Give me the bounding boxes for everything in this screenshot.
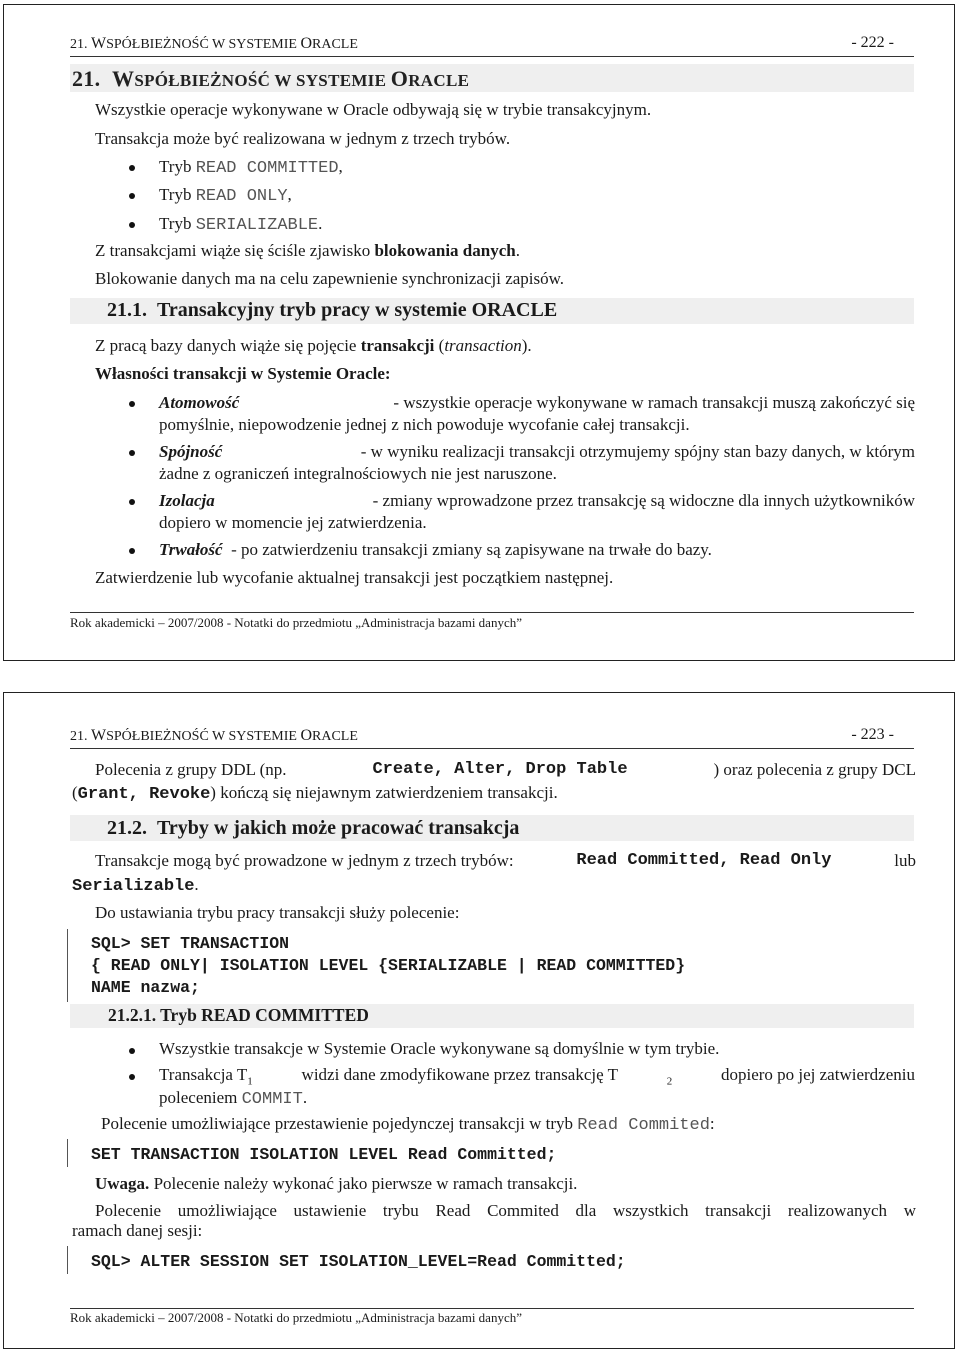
code-margin-bar <box>67 1139 68 1167</box>
bullet-icon <box>129 499 135 505</box>
property-consistency: Spójność - w wyniku realizacji transakcji otrzymujemy spójny stan bazy danych, w którym żadne z ograniczeń integralnościowych nie jest naruszone. <box>159 442 915 483</box>
bullet-icon <box>129 165 135 171</box>
modes-line-2: Serializable. <box>72 875 199 896</box>
footer: Rok akademicki – 2007/2008 - Notatki do przedmiotu „Administracja bazami danych” <box>70 615 522 630</box>
bullet-icon <box>129 193 135 199</box>
mode-item: Tryb READ ONLY, <box>159 185 292 206</box>
locking-line: Z transakcjami wiąże się ściśle zjawisko blokowania danych. <box>95 241 520 260</box>
sql-alter-session: SQL> ALTER SESSION SET ISOLATION_LEVEL=Read Committed; <box>91 1252 626 1271</box>
closing-line: Zatwierdzenie lub wycofanie aktualnej transakcji jest początkiem następnej. <box>95 568 614 587</box>
page-number: - 223 - <box>851 726 894 743</box>
code-margin-bar <box>67 1246 68 1274</box>
modes-line: Transakcje mogą być prowadzone w jednym z trzech trybów: Read Committed, Read Only lub <box>95 851 916 870</box>
mode-item: Tryb READ COMMITTED, <box>159 157 343 178</box>
mode-item: Tryb SERIALIZABLE. <box>159 214 323 235</box>
note-line: Uwaga. Polecenie należy wykonać jako pierwsze w ramach transakcji. <box>95 1174 578 1193</box>
code-margin-bar <box>67 929 68 1002</box>
rc-bullet-1: Wszystkie transakcje w Systemie Oracle wykonywane są domyślnie w tym trybie. <box>159 1039 720 1058</box>
page-223 <box>3 692 955 1349</box>
bullet-icon <box>129 1074 135 1080</box>
bullet-icon <box>129 548 135 554</box>
ddl-line: Polecenia z grupy DDL (np. Create, Alter, Drop Table ) oraz polecenia z grupy DCL <box>95 760 916 779</box>
chapter-title: 21. WSPÓŁBIEŻNOŚĆ W SYSTEMIE ORACLE <box>72 66 470 91</box>
rc-bullet-2: Transakcja $T_1$ widzi dane zmodyfikowane przez transakcję T $_2$ dopiero po jej zatwierdzeniu poleceniem COMMIT. <box>159 1065 915 1110</box>
property-isolation: Izolacja - zmiany wprowadzone przez transakcję są widoczne dla innych użytkowników dopiero w momencie jej zatwierdzenia. <box>159 491 915 532</box>
header-rule <box>70 56 914 57</box>
set-intro: Do ustawiania trybu pracy transakcji służy polecenie: <box>95 903 460 922</box>
intro-line-1: Wszystkie operacje wykonywane w Oracle odbywają się w trybie transakcyjnym. <box>95 100 652 119</box>
footer-rule <box>70 1308 914 1309</box>
subsection-heading: 21.2.1. Tryb READ COMMITTED <box>108 1005 369 1025</box>
switch-line: Polecenie umożliwiające przestawienie pojedynczej transakcji w tryb Read Commited: <box>101 1114 715 1135</box>
bullet-icon <box>129 450 135 456</box>
running-header: 21. WSPÓŁBIEŻNOŚĆ W SYSTEMIE ORACLE <box>70 727 358 744</box>
intro-line-2: Transakcja może być realizowana w jednym z trzech trybów. <box>95 129 511 148</box>
footer: Rok akademicki – 2007/2008 - Notatki do przedmiotu „Administracja bazami danych” <box>70 1310 522 1325</box>
property-atomicity: Atomowość - wszystkie operacje wykonywane w ramach transakcji muszą zakończyć się pomyślnie, niepowodzenie jednej z nich powoduje wycofanie całej transakcji. <box>159 393 915 434</box>
bullet-icon <box>129 1048 135 1054</box>
bullet-icon <box>129 222 135 228</box>
dcl-line: (Grant, Revoke) kończą się niejawnym zatwierdzeniem transakcji. <box>72 783 558 804</box>
sql-syntax-block: SQL> SET TRANSACTION { READ ONLY| ISOLATION LEVEL {SERIALIZABLE | READ COMMITTED} NAME nazwa; <box>91 934 686 997</box>
page-number: - 222 - <box>851 34 894 51</box>
section-heading: 21.2. Tryby w jakich może pracować transakcja <box>107 817 520 839</box>
property-durability: Trwałość - po zatwierdzeniu transakcji zmiany są zapisywane na trwałe do bazy. <box>159 540 712 559</box>
page-222 <box>3 4 955 661</box>
footer-rule <box>70 612 914 613</box>
bullet-icon <box>129 401 135 407</box>
header-rule <box>70 748 914 749</box>
section-heading: 21.1. Transakcyjny tryb pracy w systemie ORACLE <box>107 299 558 321</box>
properties-title: Własności transakcji w Systemie Oracle: <box>95 364 391 383</box>
sql-set-transaction: SET TRANSACTION ISOLATION LEVEL Read Committed; <box>91 1145 557 1164</box>
locking-desc: Blokowanie danych ma na celu zapewnienie synchronizacji zapisów. <box>95 269 565 288</box>
running-header: 21. WSPÓŁBIEŻNOŚĆ W SYSTEMIE ORACLE <box>70 35 358 52</box>
transaction-concept: Z pracą bazy danych wiąże się pojęcie transakcji (transaction). <box>95 336 532 355</box>
session-line: Polecenie umożliwiające ustawienie trybu Read Commited dla wszystkich transakcji realizowanych w ramach danej sesji: <box>72 1201 916 1240</box>
